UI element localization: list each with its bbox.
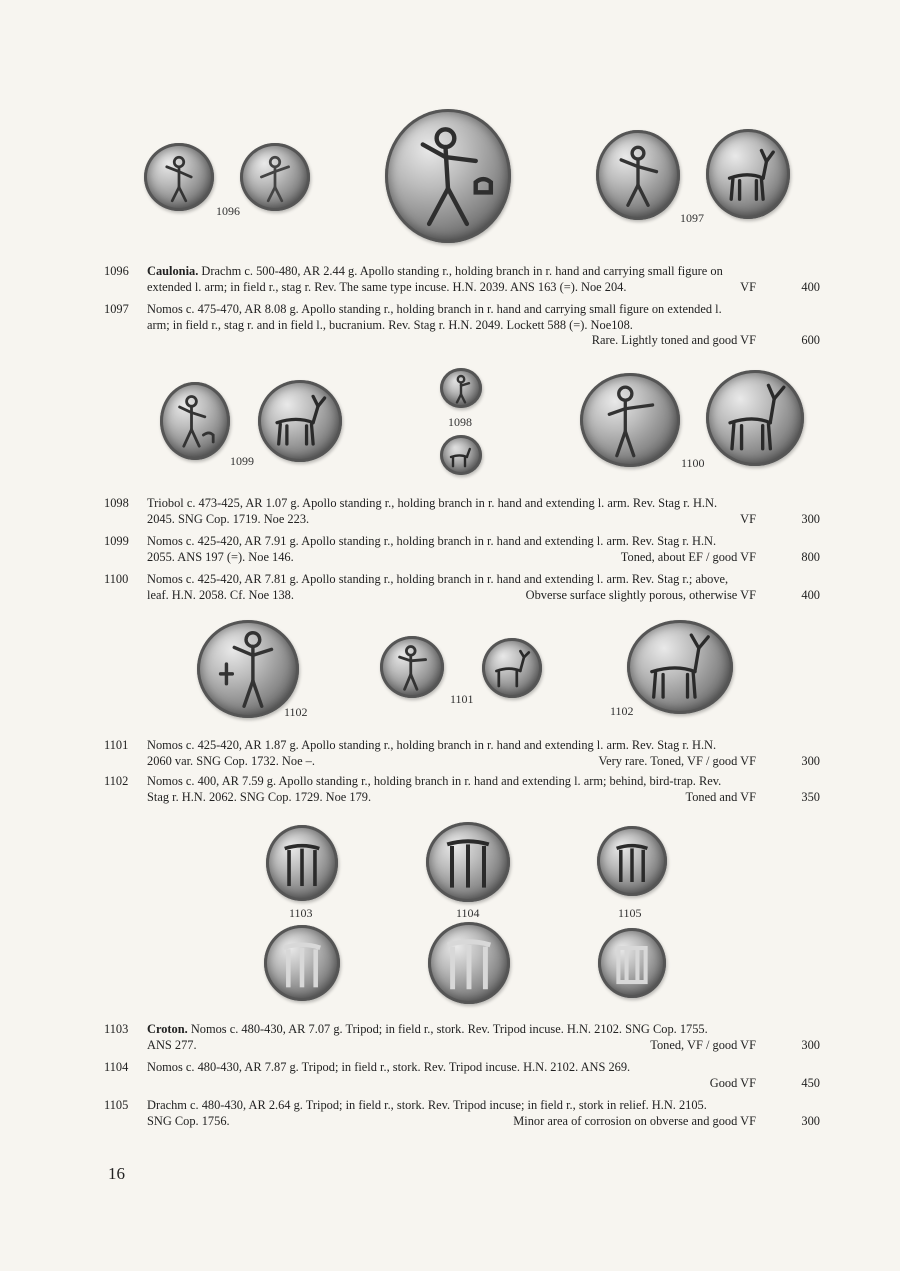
coin-1096-reverse-image bbox=[240, 143, 310, 211]
lot-estimate: 300 bbox=[801, 511, 820, 526]
coin-caption-1099: 1099 bbox=[230, 454, 254, 468]
coin-caption-1102-left: 1102 bbox=[284, 705, 308, 719]
coin-caption-1098: 1098 bbox=[448, 415, 472, 429]
lot-description: extended l. arm; in field r., stag r. Rev. The same type incuse. H.N. 2039. ANS 163 (=). Noe 204. bbox=[147, 279, 627, 294]
coin-1103-obverse-image bbox=[266, 825, 338, 901]
lot-description: Drachm c. 500-480, AR 2.44 g. Apollo standing r., holding branch in r. hand and carrying small figure on bbox=[198, 264, 723, 278]
lot-description: 2045. SNG Cop. 1719. Noe 223. bbox=[147, 511, 310, 526]
lot-description: 2060 var. SNG Cop. 1732. Noe –. bbox=[147, 753, 315, 768]
coin-caption-1100: 1100 bbox=[681, 456, 705, 470]
lot-description: Triobol c. 473-425, AR 1.07 g. Apollo standing r., holding branch in r. hand and extending l. arm. Rev. Stag r. H.N. bbox=[147, 496, 718, 510]
lot-grade: Very rare. Toned, VF / good VF bbox=[598, 753, 756, 768]
lot-grade: Rare. Lightly toned and good VF bbox=[591, 333, 756, 348]
lot-grade: VF bbox=[740, 279, 756, 294]
coin-caption-1097: 1097 bbox=[680, 211, 704, 225]
coin-1098-obverse-image bbox=[440, 368, 482, 408]
coin-1096-obverse-image bbox=[144, 143, 214, 211]
coin-1102-reverse-image bbox=[627, 620, 733, 714]
coin-1100-reverse-image bbox=[706, 370, 804, 466]
lot-number: 1103 bbox=[104, 1022, 129, 1036]
lot-grade: Toned, VF / good VF bbox=[650, 1037, 756, 1052]
lot-grade: VF bbox=[740, 511, 756, 526]
lot-grade: Minor area of corrosion on obverse and good VF bbox=[513, 1113, 756, 1128]
lot-number: 1099 bbox=[104, 534, 129, 548]
lot-description: Nomos c. 425-420, AR 7.91 g. Apollo standing r., holding branch in r. hand and extending l. arm. Rev. Stag r. H.N. bbox=[147, 534, 717, 548]
lot-number: 1105 bbox=[104, 1098, 129, 1112]
coin-1097-obverse-image bbox=[596, 130, 680, 220]
lot-description: 2055. ANS 197 (=). Noe 146. bbox=[147, 549, 294, 564]
coin-1101-reverse-image bbox=[482, 638, 542, 698]
coin-1097-reverse-image bbox=[706, 129, 790, 219]
coin-1104-reverse-image bbox=[428, 922, 510, 1004]
lot-number: 1096 bbox=[104, 264, 129, 278]
lot-description: Nomos c. 425-420, AR 1.87 g. Apollo standing r., holding branch in r. hand and extending l. arm. Rev. Stag r. H.N. bbox=[147, 738, 717, 752]
coin-caption-1101: 1101 bbox=[450, 692, 474, 706]
coin-caption-1102-right: 1102 bbox=[610, 704, 634, 718]
lot-description: Drachm c. 480-430, AR 2.64 g. Tripod; in field r., stork. Rev. Tripod incuse; in field r., stork in relief. H.N. 2105. bbox=[147, 1098, 707, 1112]
lot-description: Nomos c. 480-430, AR 7.07 g. Tripod; in field r., stork. Rev. Tripod incuse. H.N. 2102. SNG Cop. 1755. bbox=[187, 1022, 708, 1036]
coin-caption-1104: 1104 bbox=[456, 906, 480, 920]
coin-1099-obverse-image bbox=[160, 382, 230, 460]
coin-1105-obverse-image bbox=[597, 826, 667, 896]
lot-number: 1097 bbox=[104, 302, 129, 316]
coin-1096-enlarged-image bbox=[385, 109, 511, 243]
lot-estimate: 350 bbox=[801, 789, 820, 804]
lot-description: Nomos c. 425-420, AR 7.81 g. Apollo standing r., holding branch in r. hand and extending l. arm. Rev. Stag r.; above, bbox=[147, 572, 729, 586]
lot-estimate: 600 bbox=[801, 333, 820, 348]
lot-number: 1098 bbox=[104, 496, 129, 510]
coin-caption-1105: 1105 bbox=[618, 906, 642, 920]
lot-description: arm; in field r., stag r. and in field l., bucranium. Rev. Stag r. H.N. 2049. Lockett 588 (=). Noe108. bbox=[147, 317, 633, 332]
coin-1105-reverse-image bbox=[598, 928, 666, 998]
coin-1101-obverse-image bbox=[380, 636, 444, 698]
lot-grade: Good VF bbox=[709, 1075, 756, 1090]
lot-description: Nomos c. 475-470, AR 8.08 g. Apollo standing r., holding branch in r. hand and carrying small figure on extended l. bbox=[147, 302, 722, 316]
coin-1099-reverse-image bbox=[258, 380, 342, 462]
coin-1104-obverse-image bbox=[426, 822, 510, 902]
lot-estimate: 400 bbox=[801, 279, 820, 294]
lot-description: Nomos c. 480-430, AR 7.87 g. Tripod; in field r., stork. Rev. Tripod incuse. H.N. 2102. ANS 269. bbox=[147, 1060, 631, 1074]
mint-heading: Croton. bbox=[147, 1022, 188, 1036]
lot-description: Nomos c. 400, AR 7.59 g. Apollo standing r., holding branch in r. hand and extending l. arm; behind, bird-trap. Rev. bbox=[147, 774, 722, 788]
coin-1102-obverse-image bbox=[197, 620, 299, 718]
lot-estimate: 300 bbox=[801, 1037, 820, 1052]
coin-1100-obverse-image bbox=[580, 373, 680, 467]
lot-estimate: 400 bbox=[801, 587, 820, 602]
coin-1103-reverse-image bbox=[264, 925, 340, 1001]
coin-caption-1103: 1103 bbox=[289, 906, 313, 920]
lot-description: ANS 277. bbox=[147, 1037, 197, 1052]
lot-number: 1100 bbox=[104, 572, 129, 586]
lot-estimate: 800 bbox=[801, 549, 820, 564]
lot-number: 1101 bbox=[104, 738, 129, 752]
lot-estimate: 300 bbox=[801, 1113, 820, 1128]
lot-description: Stag r. H.N. 2062. SNG Cop. 1729. Noe 179. bbox=[147, 789, 372, 804]
lot-number: 1104 bbox=[104, 1060, 129, 1074]
coin-1098-reverse-image bbox=[440, 435, 482, 475]
lot-description: SNG Cop. 1756. bbox=[147, 1113, 230, 1128]
lot-description: leaf. H.N. 2058. Cf. Noe 138. bbox=[147, 587, 294, 602]
lot-estimate: 450 bbox=[801, 1075, 820, 1090]
page-number: 16 bbox=[108, 1164, 125, 1183]
lot-number: 1102 bbox=[104, 774, 129, 788]
mint-heading: Caulonia. bbox=[147, 264, 199, 278]
lot-estimate: 300 bbox=[801, 753, 820, 768]
lot-grade: Toned and VF bbox=[685, 789, 756, 804]
coin-caption-1096: 1096 bbox=[216, 204, 240, 218]
lot-grade: Toned, about EF / good VF bbox=[620, 549, 756, 564]
lot-grade: Obverse surface slightly porous, otherwise VF bbox=[525, 587, 756, 602]
